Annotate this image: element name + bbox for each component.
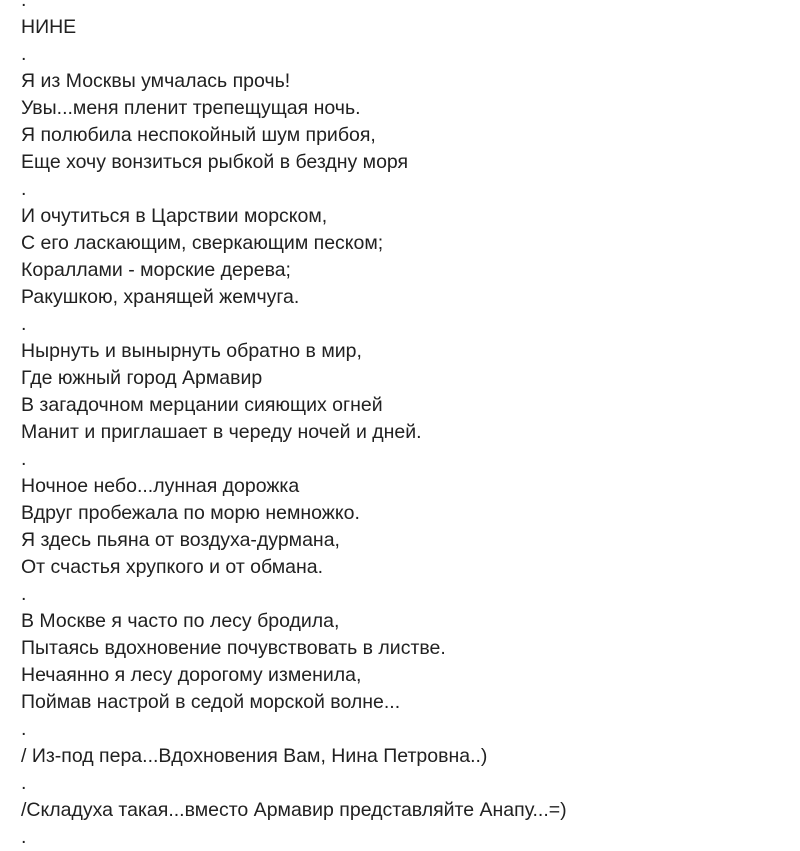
poem-line: . xyxy=(21,772,27,794)
poem-line: Ракушкою, хранящей жемчуга. xyxy=(21,286,300,308)
poem-line: С его ласкающим, сверкающим песком; xyxy=(21,232,384,254)
poem-line: . xyxy=(21,43,27,65)
poem-line: . xyxy=(21,583,27,605)
poem-line: Я полюбила неспокойный шум прибоя, xyxy=(21,124,376,146)
poem-line: Еще хочу вонзиться рыбкой в бездну моря xyxy=(21,151,409,173)
poem-line: . xyxy=(21,718,27,740)
poem-line: Ночное небо...лунная дорожка xyxy=(21,475,300,497)
poem-text xyxy=(21,0,791,851)
poem-line: Где южный город Армавир xyxy=(21,367,263,389)
poem-line: . xyxy=(21,448,27,470)
poem-line: В загадочном мерцании сияющих огней xyxy=(21,394,383,416)
poem-line: Кораллами - морские дерева; xyxy=(21,259,291,281)
poem-line: НИНЕ xyxy=(21,16,77,38)
poem-line: Нечаянно я лесу дорогому изменила, xyxy=(21,664,362,686)
poem-line: И очутиться в Царствии морском, xyxy=(21,205,328,227)
poem-line: Пытаясь вдохновение почувствовать в листве. xyxy=(21,637,446,659)
poem-line: /Складуха такая...вместо Армавир представляйте Анапу...=) xyxy=(21,799,567,821)
poem-line: Нырнуть и вынырнуть обратно в мир, xyxy=(21,340,362,362)
poem-line: / Из-под пера...Вдохновения Вам, Нина Петровна..) xyxy=(21,745,488,767)
poem-line: Я из Москвы умчалась прочь! xyxy=(21,70,291,92)
poem-line: От счастья хрупкого и от обмана. xyxy=(21,556,324,578)
poem-line: Увы...меня пленит трепещущая ночь. xyxy=(21,97,361,119)
poem-line: . xyxy=(21,313,27,335)
poem-line: Поймав настрой в седой морской волне... xyxy=(21,691,401,713)
poem-line: Я здесь пьяна от воздуха-дурмана, xyxy=(21,529,340,551)
poem-line: Манит и приглашает в череду ночей и дней. xyxy=(21,421,422,443)
poem-line: Вдруг пробежала по морю немножко. xyxy=(21,502,360,524)
poem-line: В Москве я часто по лесу бродила, xyxy=(21,610,340,632)
poem-line: . xyxy=(21,178,27,200)
poem-line: . xyxy=(21,826,27,848)
poem-line: . xyxy=(21,0,27,11)
